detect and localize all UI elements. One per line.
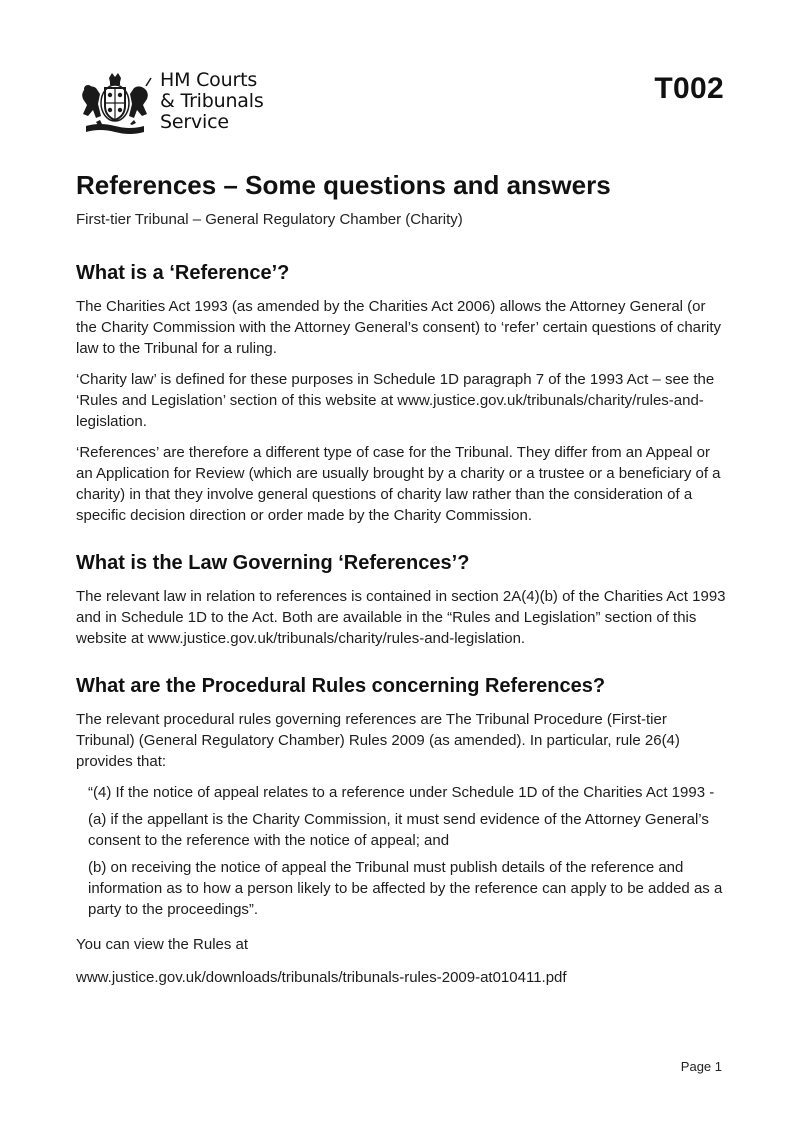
section-procedural-rules	[76, 673, 726, 988]
page-header	[76, 70, 724, 140]
document-body	[76, 168, 726, 998]
section-paragraph: The relevant procedural rules governing references are The Tribunal Procedure (First-tier Tribunal) (General Regulatory Chamber) Rules 2009 (as amended). In particular, rule 26(4) provides that:	[76, 711, 680, 770]
royal-coat-of-arms-icon	[76, 72, 154, 138]
section-paragraph: The Charities Act 1993 (as amended by the Charities Act 2006) allows the Attorney General (or the Charity Commission with the Attorney General’s consent) to ‘refer’ certain questions of charity law to the Tribunal for a ruling.	[76, 298, 722, 357]
section-heading: What is a ‘Reference’?	[76, 262, 290, 284]
section-heading: What are the Procedural Rules concerning References?	[76, 675, 606, 697]
quote-paragraph: (a) if the appellant is the Charity Commission, it must send evidence of the Attorney General’s consent to the reference with the notice of appeal; and	[88, 811, 709, 849]
org-name-line-3: Service	[160, 111, 229, 133]
form-code: T002	[654, 72, 724, 105]
org-name-line-1: HM Courts	[160, 69, 258, 91]
quote-paragraph: (b) on receiving the notice of appeal the Tribunal must publish details of the reference and information as to how a person likely to be affected by the reference can apply to be added as a party to the proceedings”.	[88, 859, 723, 918]
org-name-line-2: & Tribunals	[160, 90, 264, 112]
page-number: Page 1	[680, 1059, 722, 1074]
rules-url-link[interactable]: www.justice.gov.uk/downloads/tribunals/tribunals-rules-2009-at010411.pdf	[76, 969, 567, 986]
hmcts-logo	[76, 70, 264, 138]
quote-paragraph: “(4) If the notice of appeal relates to a reference under Schedule 1D of the Charities Act 1993 -	[88, 784, 715, 801]
page-title: References – Some questions and answers	[76, 170, 611, 200]
organisation-name	[160, 70, 264, 133]
section-paragraph: ‘References’ are therefore a different type of case for the Tribunal. They differ from an Appeal or an Application for Review (which are usually brought by a charity or a trustee or a beneficiary of a charity) in that they involve general questions of charity law rather than the consideration of a specific decision direction or order made by the Charity Commission.	[76, 444, 721, 524]
section-paragraph: ‘Charity law’ is defined for these purposes in Schedule 1D paragraph 7 of the 1993 Act – see the ‘Rules and Legislation’ section of this website at www.justice.gov.uk/tribunals/charity/rules-and-legislation.	[76, 371, 715, 430]
section-law-governing-references	[76, 550, 726, 649]
section-heading: What is the Law Governing ‘References’?	[76, 552, 470, 574]
page-subtitle: First-tier Tribunal – General Regulatory Chamber (Charity)	[76, 211, 463, 228]
view-rules-text: You can view the Rules at	[76, 936, 249, 953]
section-paragraph: The relevant law in relation to references is contained in section 2A(4)(b) of the Charities Act 1993 and in Schedule 1D to the Act. Both are available in the “Rules and Legislation” section of this website at www.justice.gov.uk/tribunals/charity/rules-and-legislation.	[76, 588, 726, 647]
section-what-is-a-reference	[76, 260, 726, 526]
rule-quote	[88, 782, 726, 920]
